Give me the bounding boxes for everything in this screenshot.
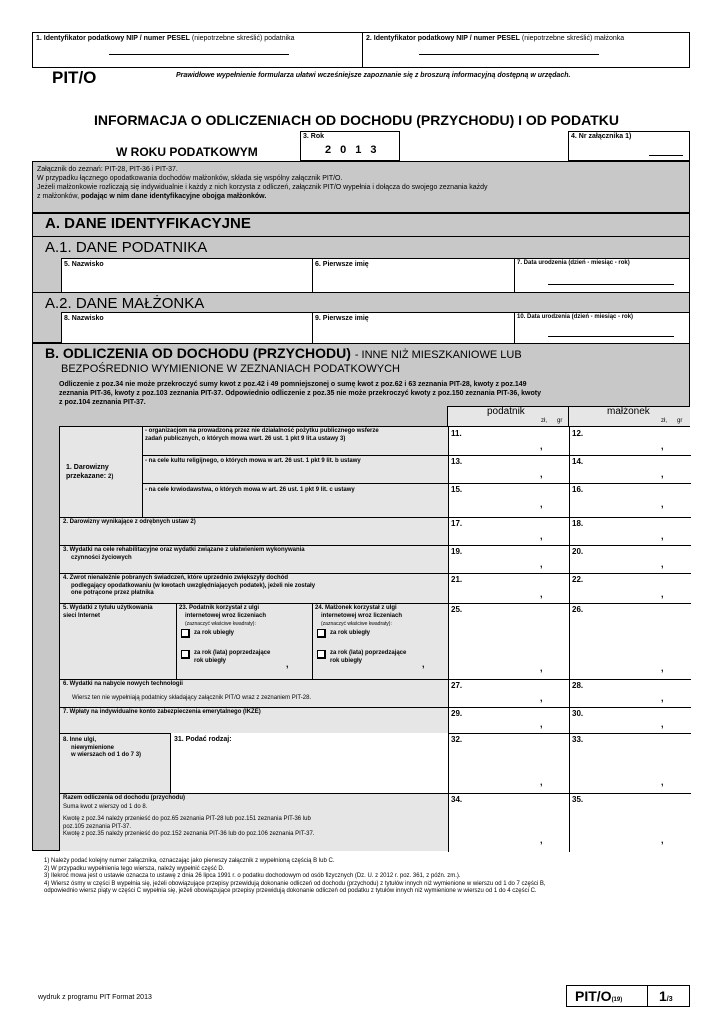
f24-hint: (zaznaczyć właściwe kwadraty): — [321, 621, 392, 627]
comma-15: , — [540, 499, 543, 509]
nip-taxpayer-box[interactable] — [32, 32, 363, 68]
field-28[interactable]: 28. — [572, 681, 584, 690]
spouse-birthdate-label: 10. Data urodzenia (dzień - miesiąc - rok) — [517, 314, 634, 320]
page-number: 1/3 — [659, 988, 673, 1004]
f23-label: 23. Podatnik korzystał z ulgi internetowej wroz liczeniach — [179, 605, 267, 619]
f23-checkbox-last-year[interactable] — [181, 629, 190, 638]
comma-26: , — [661, 663, 664, 673]
field-18[interactable]: 18. — [572, 519, 584, 528]
section-a-title: A. DANE IDENTYFIKACYJNE — [45, 215, 251, 232]
comma-18: , — [661, 531, 664, 541]
donation-opp-label: - organizacjom na prowadzoną przez nie działalność pożytku publicznego wsferze zadań publicznych, o których mowa wart. 26 ust. 1 pkt 9 lit.a ustawy 3) — [145, 428, 379, 442]
row4-label: 4. Zwrot nienależnie pobranych świadczeń, które uprzednio zwiększyły dochód podlegający opodatkowaniu (w kwotach uwzględniających podatek), jeżeli nie zostały one potrącone przez płatnika — [63, 575, 316, 596]
sum-note: Suma kwot z wierszy od 1 do 8. — [63, 804, 148, 810]
birthdate-label: 7. Data urodzenia (dzień - miesiąc - rok) — [517, 260, 630, 266]
zl-podatnik: zł, — [541, 418, 547, 424]
row7-label: 7. Wpłaty na indywidualne konto zabezpieczenia emerytalnego (IKZE) — [63, 709, 261, 715]
f24-checkbox-earlier-years[interactable] — [317, 650, 326, 659]
field-26[interactable]: 26. — [572, 605, 584, 614]
row8-label: 8. Inne ulgi, niewymienione w wierszach od 1 do 7 3) — [63, 737, 142, 758]
f23-opt1-label: za rok ubiegły — [194, 630, 235, 636]
donations-label: 1. Darowizny przekazane: 2) — [66, 464, 114, 480]
donation-blood-label: - na cele krwiodawstwa, o których mowa w art. 26 ust. 1 pkt 9 lit. c ustawy — [145, 487, 355, 493]
comma-16: , — [661, 499, 664, 509]
intro-box — [32, 161, 690, 213]
gr-malzonek: gr — [677, 418, 683, 424]
f24-label: 24. Małżonek korzystał z ulgi internetowej wroz liczeniach — [315, 605, 403, 619]
year-label: 3. Rok — [303, 133, 325, 140]
field-35[interactable]: 35. — [572, 795, 584, 804]
footer-box — [566, 985, 690, 1007]
f24-checkbox-last-year[interactable] — [317, 629, 326, 638]
field-15[interactable]: 15. — [451, 485, 463, 494]
field-27[interactable]: 27. — [451, 681, 463, 690]
field-20[interactable]: 20. — [572, 547, 584, 556]
section-b-note: Odliczenie z poz.34 nie może przekroczyć sumy kwot z poz.42 i 49 pomniejszonej o sumę kwot z poz.62 i 63 zeznania PIT-28, kwoty z poz.149 zeznania PIT-36, kwoty z poz.103 zeznania PIT-37. Odpowiednio odliczenie z poz.35 nie może przekroczyć kwoty z poz.150 zeznania PIT-36, kwoty z poz.104 zeznania PIT-37. — [59, 381, 541, 406]
comma-17: , — [540, 531, 543, 541]
field-19[interactable]: 19. — [451, 547, 463, 556]
sum-transfer-note: Kwotę z poz.34 należy przenieść do poz.65 zeznania PIT-28 lub poz.151 zeznania PIT-36 lub poz.105 zeznania PIT-37. Kwotę z poz.35 należy przenieść do poz.152 zeznania PIT-36 lub do poz.106 zeznania PIT-37. — [63, 816, 315, 837]
comma-14: , — [661, 469, 664, 479]
attachment-number-box[interactable] — [568, 131, 690, 161]
form-code: PIT/O — [52, 68, 97, 87]
f23-comma: , — [286, 659, 289, 669]
comma-13: , — [540, 469, 543, 479]
field-33[interactable]: 33. — [572, 735, 584, 744]
year-box[interactable] — [300, 131, 400, 161]
comma-30: , — [661, 719, 664, 729]
section-b-title: B. ODLICZENIA OD DOCHODU (PRZYCHODU) - INNE NIŻ MIESZKANIOWE LUB — [45, 345, 522, 361]
surname-label: 5. Nazwisko — [64, 261, 104, 268]
field-17[interactable]: 17. — [451, 519, 463, 528]
comma-33: , — [661, 777, 664, 787]
first-name-label: 6. Pierwsze imię — [315, 261, 369, 268]
field-22[interactable]: 22. — [572, 575, 584, 584]
nip-taxpayer-label: 1. Identyfikator podatkowy NIP / numer PESEL (niepotrzebne skreślić) podatnika — [36, 35, 295, 42]
field-13[interactable]: 13. — [451, 457, 463, 466]
row3-label: 3. Wydatki na cele rehabilitacyjne oraz wydatki związane z ułatwieniem wykonywania czynności życiowych — [63, 547, 305, 561]
f23-opt2-label: za rok (lata) poprzedzające rok ubiegły — [194, 650, 271, 664]
section-b-subtitle: BEZPOŚREDNIO WYMIENIONE W ZEZNANIACH PODATKOWYCH — [61, 363, 400, 375]
sum-label: Razem odliczenia od dochodu (przychodu) — [63, 795, 186, 801]
footer-code: PIT/O(19) — [575, 988, 623, 1004]
comma-35: , — [661, 835, 664, 845]
form-title: INFORMACJA O ODLICZENIACH OD DOCHODU (PRZYCHODU) I OD PODATKU — [94, 112, 619, 128]
comma-21: , — [540, 589, 543, 599]
year-value: 2013 — [325, 144, 386, 156]
nip-spouse-label: 2. Identyfikator podatkowy NIP / numer PESEL (niepotrzebne skreślić) małżonka — [366, 35, 625, 42]
comma-11: , — [540, 441, 543, 451]
field-32[interactable]: 32. — [451, 735, 463, 744]
f24-comma: , — [422, 659, 425, 669]
comma-25: , — [540, 663, 543, 673]
f31-label: 31. Podać rodzaj: — [174, 736, 232, 743]
field-30[interactable]: 30. — [572, 709, 584, 718]
field-21[interactable]: 21. — [451, 575, 463, 584]
comma-28: , — [661, 693, 664, 703]
form-subtitle: W ROKU PODATKOWYM — [116, 145, 258, 159]
f23-checkbox-earlier-years[interactable] — [181, 650, 190, 659]
comma-34: , — [540, 835, 543, 845]
f24-opt1-label: za rok ubiegły — [330, 630, 371, 636]
col-podatnik: podatnik — [487, 406, 525, 417]
row5-label: 5. Wydatki z tytułu użytkowania sieci Internet — [63, 605, 153, 619]
comma-22: , — [661, 589, 664, 599]
section-b — [32, 343, 690, 851]
f24-opt2-label: za rok (lata) poprzedzające rok ubiegły — [330, 650, 407, 664]
field-16[interactable]: 16. — [572, 485, 584, 494]
printed-by: wydruk z programu PIT Format 2013 — [38, 994, 152, 1001]
f23-hint: (zaznaczyć właściwe kwadraty): — [185, 621, 256, 627]
field-11[interactable]: 11. — [451, 429, 462, 438]
footnotes: 1) Należy podać kolejny numer załącznika, oznaczając jako pierwszy załącznik z wypełnioną częścią B lub C. 2) W przypadku wypełnienia tego wiersza, należy wypełnić część D. 3) Ilekroć mowa jest o ustawie oznacza to ustawę z dnia 26 lipca 1991 r. o podatku dochodowym od osób fizycznych (Dz. U. z 2012 r. poz. 361, z późn. zm.). 4) Wiersz ósmy w części B wypełnia się, jeżeli obowiązujące przepisy przewidują dokonanie odliczeń od dochodu (przychodu) z tytułów innych niż wymienione w wierszu od 1 do 7 części B, odpowiednio wiersz piąty w części C wypełnia się, jeżeli obowiązujące przepisy przewidują dokonanie odliczeń od podatku z tytułów innych niż wymienione w wierszu od 1 do 4 części C. — [44, 858, 546, 894]
comma-29: , — [540, 719, 543, 729]
comma-19: , — [540, 559, 543, 569]
row2-label: 2. Darowizny wynikające z odrębnych ustaw 2) — [63, 519, 196, 525]
section-a — [32, 213, 690, 343]
comma-20: , — [661, 559, 664, 569]
donation-religious-label: - na cele kultu religijnego, o których mowa w art. 26 ust. 1 pkt 9 lit. b ustawy — [145, 458, 361, 464]
section-a2-title: A.2. DANE MAŁŻONKA — [45, 295, 205, 312]
field-25[interactable]: 25. — [451, 605, 463, 614]
advice-text: Prawidłowe wypełnienie formularza ułatwi wcześniejsze zapoznanie się z broszurą informacyjną dostępną w urzędach. — [176, 72, 571, 79]
attachment-number-label: 4. Nr załącznika 1) — [571, 133, 632, 140]
intro-text: Załącznik do zeznań: PIT-28, PIT-36 i PIT-37. W przypadku łącznego opodatkowania dochodów małżonków, składa się wspólny załącznik PIT/O. Jeżeli małżonkowie rozliczają się indywidualnie i każdy z nich korzysta z odliczeń, załącznik PIT/O wypełnia i dołącza do swojego zeznania każdy z małżonków, podając w nim dane identyfikacyjne obojga małżonków. — [37, 166, 488, 200]
row6-note: Wiersz ten nie wypełniają podatnicy składający załącznik PIT/O wraz z zeznaniem PIT-28. — [72, 695, 312, 701]
zl-malzonek: zł, — [661, 418, 667, 424]
comma-27: , — [540, 693, 543, 703]
row6-label: 6. Wydatki na nabycie nowych technologii — [63, 681, 183, 687]
field-14[interactable]: 14. — [572, 457, 584, 466]
field-34[interactable]: 34. — [451, 795, 463, 804]
field-12[interactable]: 12. — [572, 429, 584, 438]
spouse-surname-label: 8. Nazwisko — [64, 315, 104, 322]
gr-podatnik: gr — [557, 418, 563, 424]
section-a1-title: A.1. DANE PODATNIKA — [45, 239, 208, 256]
nip-spouse-box[interactable] — [362, 32, 690, 68]
col-malzonek: małżonek — [607, 406, 650, 417]
comma-12: , — [661, 441, 664, 451]
spouse-first-name-label: 9. Pierwsze imię — [315, 315, 369, 322]
comma-32: , — [540, 777, 543, 787]
deductions-table — [59, 426, 690, 851]
field-29[interactable]: 29. — [451, 709, 463, 718]
